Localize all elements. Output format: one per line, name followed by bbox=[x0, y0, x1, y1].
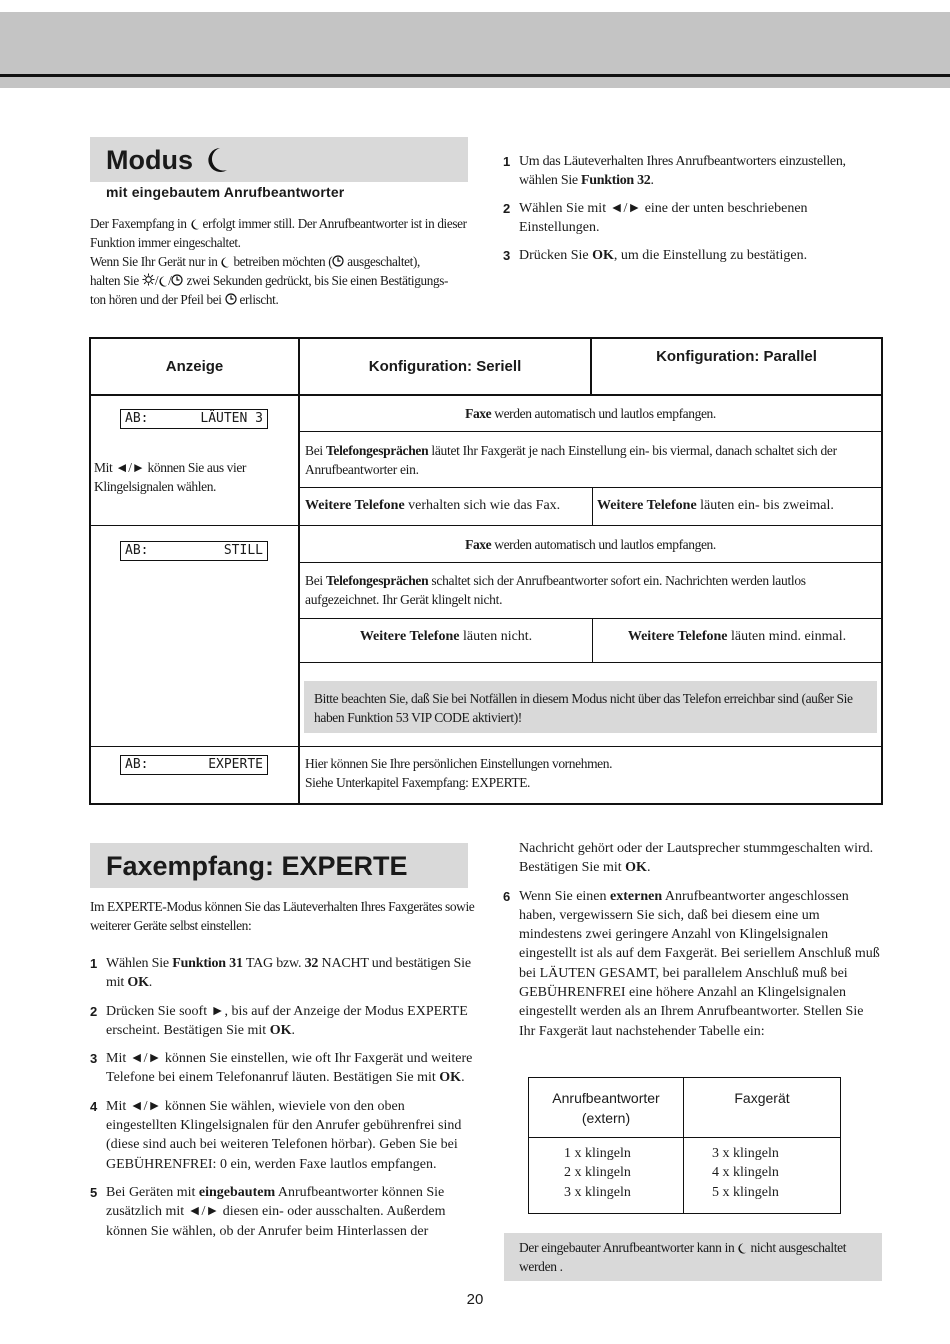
clock-icon bbox=[225, 293, 237, 305]
experte-steps-right bbox=[503, 839, 880, 1050]
config-table bbox=[89, 337, 883, 805]
moon-icon bbox=[220, 256, 230, 269]
experte-steps-left bbox=[90, 954, 475, 1241]
r2-warning-note: Bitte beachten Sie, daß Sie bei Notfällen in diesem Modus nicht über das Telefon erreichbar sind (außer Sie haben Funktion 53 VIP CODE aktiviert)! bbox=[304, 681, 877, 733]
lcd-display-laeuten: AB: LÄUTEN 3 bbox=[120, 409, 268, 429]
step-item: 3 Mit ◄/► können Sie einstellen, wie oft Ihr Faxgerät und weitere Telefone bei einem Telefonanruf läuten. Bestätigen Sie mit OK. bbox=[90, 1051, 473, 1086]
header-band bbox=[0, 12, 950, 74]
header-anrufbeantworter: Anrufbeantworter (extern) bbox=[552, 1090, 660, 1126]
header-parallel: Konfiguration: Parallel bbox=[656, 348, 817, 365]
step-item: 4 Mit ◄/► können Sie wählen, wieviele von den oben eingestellten Klingelsignalen für den Anrufer gebührenfrei sind (diese sind auch bei weiteren Telefonen hörbar). Geben Sie bei GEBÜHRENFREI: 0 ein, werden Faxe lautlos empfangen. bbox=[90, 1098, 462, 1172]
step-item: 5 Bei Geräten mit eingebautem Anrufbeantworter können Sie zusätzlich mit ◄/► diesen ein- oder ausschalten. Außerdem können Sie wählen, ob der Anrufer beim Hinterlassen der bbox=[90, 1184, 446, 1239]
r1-seriell-text: Weitere Telefone verhalten sich wie das Fax. bbox=[305, 498, 561, 513]
modus-steps bbox=[503, 152, 878, 274]
moon-icon bbox=[190, 218, 200, 231]
bottom-note: Der eingebauter Anrufbeantworter kann in nicht ausgeschaltet werden . bbox=[504, 1233, 882, 1281]
table-cell: 1 x klingeln bbox=[564, 1146, 631, 1161]
modus-subtitle: mit eingebautem Anrufbeantworter bbox=[106, 184, 345, 200]
moon-icon bbox=[205, 146, 229, 174]
ringing-table bbox=[528, 1077, 841, 1214]
r2-seriell-text: Weitere Telefone läuten nicht. bbox=[359, 629, 533, 644]
step-item: 2 Drücken Sie sooft ►, bis auf der Anzeige der Modus EXPERTE erscheint. Bestätigen Sie mit OK. bbox=[90, 1003, 468, 1038]
moon-icon bbox=[158, 275, 168, 288]
step-5-continuation: Nachricht gehört oder der Lautsprecher stummgeschalten wird. Bestätigen Sie mit OK. bbox=[519, 841, 874, 876]
r2-parallel-text: Weitere Telefone läuten mind. einmal. bbox=[627, 629, 847, 644]
modus-intro: Der Faxempfang in erfolgt immer still. Der Anrufbeantworter ist in dieser Funktion immer eingeschaltet. Wenn Sie Ihr Gerät nur in betreiben möchten ( ausgeschaltet), halten Sie / / zwei Sekunden gedrückt, bis Sie einen Bestätigungs- ton hören und der Pfeil bei erlischt. bbox=[90, 216, 467, 307]
step-item: 3 Drücken Sie OK, um die Einstellung zu bestätigen. bbox=[503, 248, 808, 263]
r1-tel-text: Bei Telefongesprächen läutet Ihr Faxgerät je nach Einstellung ein- bis viermal, danach schaltet sich der Anrufbeantworter ein. bbox=[305, 443, 837, 477]
table-cell: 3 x klingeln bbox=[564, 1184, 631, 1200]
page-number: 20 bbox=[466, 1291, 484, 1308]
header-seriell: Konfiguration: Seriell bbox=[368, 358, 522, 375]
table-cell: 5 x klingeln bbox=[712, 1184, 779, 1200]
header-band-lower bbox=[0, 77, 950, 88]
r2-fax-text: Faxe werden automatisch und lautlos empfangen. bbox=[465, 537, 716, 552]
r1-parallel-text: Weitere Telefone läuten ein- bis zweimal. bbox=[597, 498, 834, 513]
step-item: 1 Um das Läuteverhalten Ihres Anrufbeantworters einzustellen, wählen Sie Funktion 32. bbox=[503, 154, 846, 188]
column-anrufbeantworter bbox=[564, 1144, 674, 1202]
modus-heading-box bbox=[90, 137, 468, 182]
modus-title: Modus bbox=[106, 145, 193, 175]
clock-icon bbox=[171, 274, 183, 286]
table-cell: 2 x klingeln bbox=[564, 1165, 631, 1181]
column-faxgeraet bbox=[712, 1144, 832, 1202]
step-item: 2 Wählen Sie mit ◄/► eine der unten beschriebenen Einstellungen. bbox=[503, 201, 808, 235]
experte-title: Faxempfang: EXPERTE bbox=[106, 851, 408, 881]
sun-icon bbox=[142, 273, 155, 286]
display-1-note: Mit ◄/► können Sie aus vier Klingelsignalen wählen. bbox=[94, 460, 247, 494]
header-faxgeraet: Faxgerät bbox=[734, 1090, 790, 1106]
experte-heading-box bbox=[90, 843, 468, 888]
table-cell: 4 x klingeln bbox=[712, 1165, 779, 1181]
experte-intro: Im EXPERTE-Modus können Sie das Läuteverhalten Ihres Faxgerätes sowie weiterer Geräte selbst einstellen: bbox=[90, 899, 475, 933]
lcd-display-still: AB: STILL bbox=[120, 541, 268, 561]
lcd-display-experte: AB: EXPERTE bbox=[120, 755, 268, 775]
table-cell: 3 x klingeln bbox=[712, 1146, 779, 1161]
r3-text: Hier können Sie Ihre persönlichen Einstellungen vornehmen. Siehe Unterkapitel Faxempfang: EXPERTE. bbox=[305, 756, 613, 790]
clock-icon bbox=[332, 255, 344, 267]
r1-fax-text: Faxe werden automatisch und lautlos empfangen. bbox=[465, 406, 716, 421]
step-item: 1 Wählen Sie Funktion 31 TAG bzw. 32 NACHT und bestätigen Sie mit OK. bbox=[90, 956, 471, 991]
moon-icon bbox=[737, 1242, 747, 1255]
r2-tel-text: Bei Telefongesprächen schaltet sich der Anrufbeantworter sofort ein. Nachrichten werden lautlos aufgezeichnet. Ihr Gerät klingelt nicht. bbox=[305, 573, 806, 607]
step-item: 6 Wenn Sie einen externen Anrufbeantworter angeschlossen haben, vergewissern Sie sich, daß bei diesem eine um mindestens zwei geringere Anzahl von Klingelsignalen eingestellt ist als auf dem Faxgerät. Bei seriellem Anschluß muß bei LÄUTEN GESAMT, bei parallelem Anschluß muß bei GEBÜHRENFREI eine höhere Anzahl an Klingelsignalen eingestellt werden als an Ihrem Anrufbeantworter. Stellen Sie Ihr Faxgerät laut nachstehender Tabelle ein: bbox=[503, 888, 880, 1039]
header-anzeige: Anzeige bbox=[165, 358, 224, 375]
